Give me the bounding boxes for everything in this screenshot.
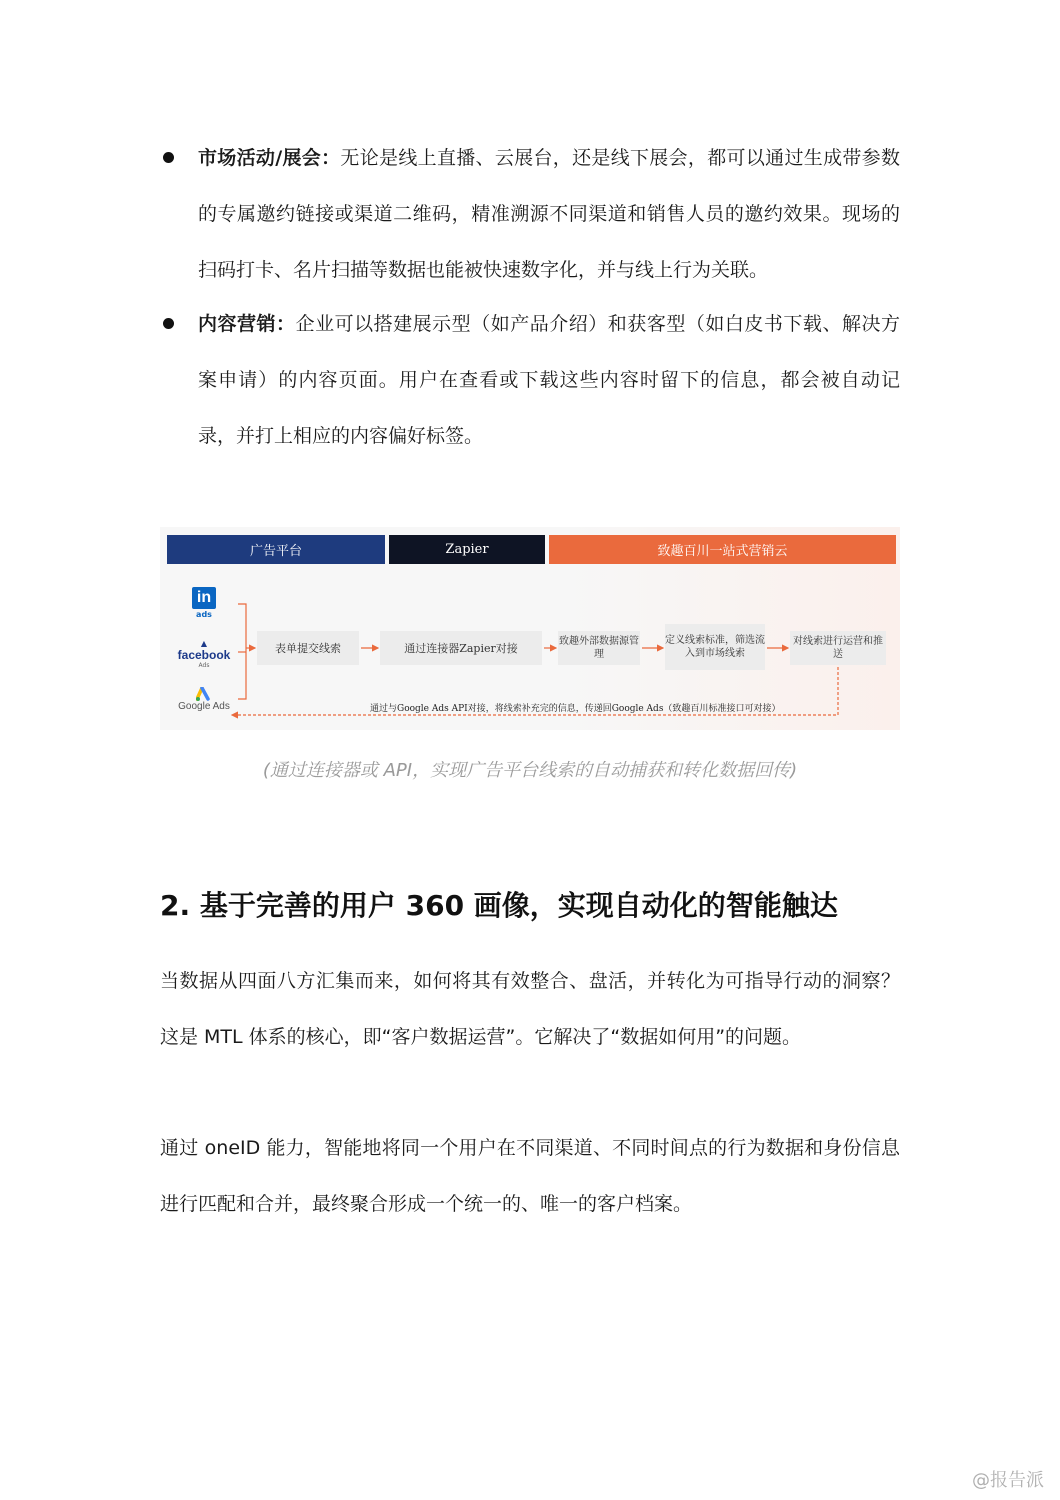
node-zapier-connect: 通过连接器Zapier对接 [380,631,542,665]
node-define-leads: 定义线索标准，筛选流入到市场线索 [665,624,765,670]
bullet-title: 内容营销： [198,313,296,335]
bullet-text [198,130,900,298]
paragraph: 当数据从四面八方汇集而来，如何将其有效整合、盘活，并转化为可指导行动的洞察？这是 MTL 体系的核心，即“客户数据运营”。它解决了“数据如何用”的问题。 [160,970,900,1048]
node-operate-push: 对线索进行运营和推送 [790,631,886,665]
header-zhiqu: 致趣百川一站式营销云 [549,535,896,564]
google-ads-logo [174,687,234,712]
facebook-ads-logo [174,639,234,669]
linkedin-icon: in [192,587,216,609]
bullet-body: 无论是线上直播、云展台，还是线下展会，都可以通过生成带参数的专属邀约链接或渠道二维码，精准溯源不同渠道和销售人员的邀约效果。现场的扫码打卡、名片扫描等数据也能被快速数字化，并与线上行为关联。 [198,147,900,281]
header-ad-platform: 广告平台 [167,535,385,564]
connector-lines [160,527,900,730]
google-ads-icon [196,687,212,701]
bullet-text [198,296,900,464]
paragraph: 通过 oneID 能力，智能地将同一个用户在不同渠道、不同时间点的行为数据和身份信息进行匹配和合并，最终聚合形成一个统一的、唯一的客户档案。 [160,1137,900,1215]
bullet-title: 市场活动/展会： [198,147,341,169]
facebook-ads-label: Ads [198,662,210,669]
bullet-dot [163,318,174,329]
megaphone-icon: ▲ [200,639,208,648]
linkedin-ads-label: ads [196,610,212,619]
bullet-item-events [160,130,900,298]
node-external-data: 致趣外部数据源管理 [558,631,640,665]
node-form-submit: 表单提交线索 [257,631,359,665]
bullet-item-content [160,296,900,464]
figure-caption: (通过连接器或 API，实现广告平台线索的自动捕获和转化数据回传) [262,760,798,781]
watermark: @报告派 [972,1470,1044,1491]
linkedin-ads-logo [174,587,234,619]
header-zapier: Zapier [389,535,545,564]
flow-diagram [160,527,900,730]
google-ads-label: Google Ads [178,701,230,712]
bullet-body: 企业可以搭建展示型（如产品介绍）和获客型（如白皮书下载、解决方案申请）的内容页面。用户在查看或下载这些内容时留下的信息，都会被自动记录，并打上相应的内容偏好标签。 [198,313,900,447]
section-heading: 2. 基于完善的用户 360 画像，实现自动化的智能触达 [160,889,838,922]
feedback-label: 通过与Google Ads API对接，将线索补充完的信息，传递回Google Ads（致趣百川标准接口可对接） [370,704,781,714]
bullet-dot [163,152,174,163]
facebook-label: facebook [177,648,231,662]
